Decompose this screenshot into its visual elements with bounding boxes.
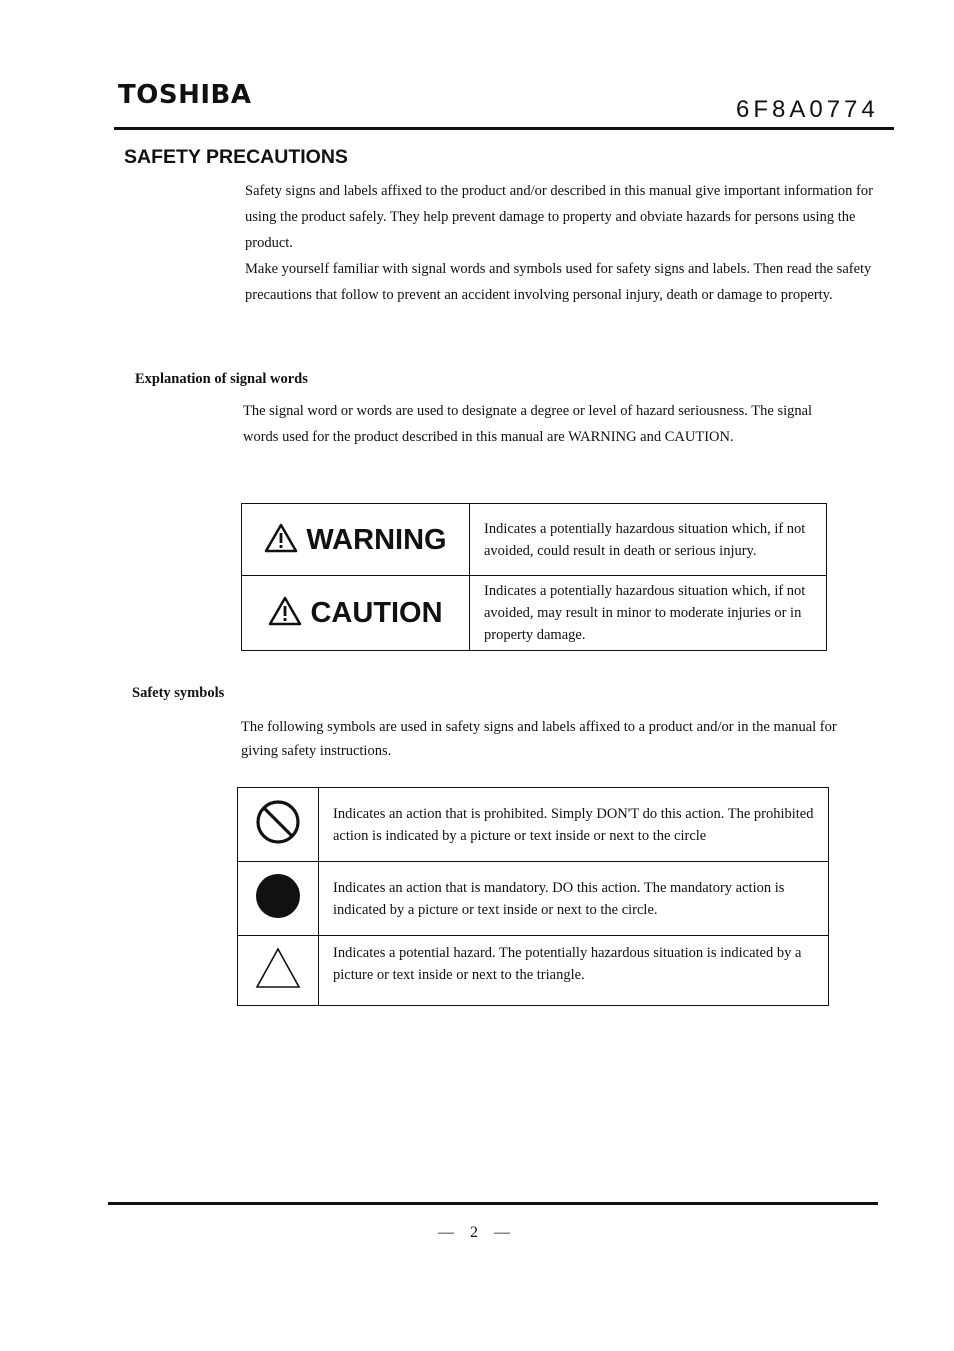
table-row (238, 936, 829, 1006)
symbol-cell (238, 788, 319, 862)
warning-label (242, 523, 469, 557)
intro-paragraph: Make yourself familiar with signal words and symbols used for safety signs and labels. Then read the safety precautions that follow to prevent an accident involving personal injury, death or damage to property. (245, 261, 872, 303)
caution-label-text: CAUTION (310, 597, 443, 629)
header-rule (114, 127, 894, 130)
symbol-cell (238, 862, 319, 936)
warning-label-text: WARNING (306, 523, 447, 556)
signal-label-cell (242, 576, 470, 651)
document-number: 6F8A0774 (736, 96, 879, 123)
table-row (242, 576, 827, 651)
section-title: SAFETY PRECAUTIONS (124, 146, 348, 168)
intro-text (245, 178, 873, 308)
intro-paragraph: Safety signs and labels affixed to the product and/or described in this manual give important information for using the product safely. They help prevent damage to property and obviate hazards for persons using the product. (245, 183, 873, 251)
brand-logo: TOSHIBA (118, 80, 252, 110)
footer-rule (108, 1202, 878, 1205)
symbol-cell (238, 936, 319, 1006)
mandatory-filled-circle-icon (254, 872, 302, 920)
signal-label-cell (242, 504, 470, 576)
signal-words-heading: Explanation of signal words (135, 371, 308, 387)
warning-triangle-icon (268, 596, 302, 626)
warning-triangle-icon (264, 523, 298, 553)
safety-symbols-text: The following symbols are used in safety signs and labels affixed to a product and/or in the manual for giving safety instructions. (241, 719, 837, 759)
hazard-triangle-icon (254, 946, 302, 990)
prohibited-description: Indicates an action that is prohibited. Simply DON'T do this action. The prohibited action is indicated by a picture or text inside or next to the circle (319, 788, 829, 862)
caution-description: Indicates a potentially hazardous situation which, if not avoided, may result in minor to moderate injuries or in property damage. (470, 576, 827, 651)
table-row (238, 862, 829, 936)
table-row (242, 504, 827, 576)
safety-symbols-heading: Safety symbols (132, 685, 225, 701)
safety-symbols-table (237, 787, 829, 1006)
caution-label (242, 596, 469, 630)
hazard-description: Indicates a potential hazard. The potentially hazardous situation is indicated by a picture or text inside or next to the triangle. (319, 936, 829, 1006)
mandatory-description: Indicates an action that is mandatory. DO this action. The mandatory action is indicated by a picture or text inside or next to the circle. (319, 862, 829, 936)
table-row (238, 788, 829, 862)
signal-words-text: The signal word or words are used to designate a degree or level of hazard seriousness. The signal words used for the product described in this manual are WARNING and CAUTION. (243, 403, 813, 445)
signal-words-table (241, 503, 827, 651)
page-number: — 2 — (438, 1224, 516, 1241)
warning-description: Indicates a potentially hazardous situation which, if not avoided, could result in death or serious injury. (470, 504, 827, 576)
prohibited-circle-icon (254, 798, 302, 846)
